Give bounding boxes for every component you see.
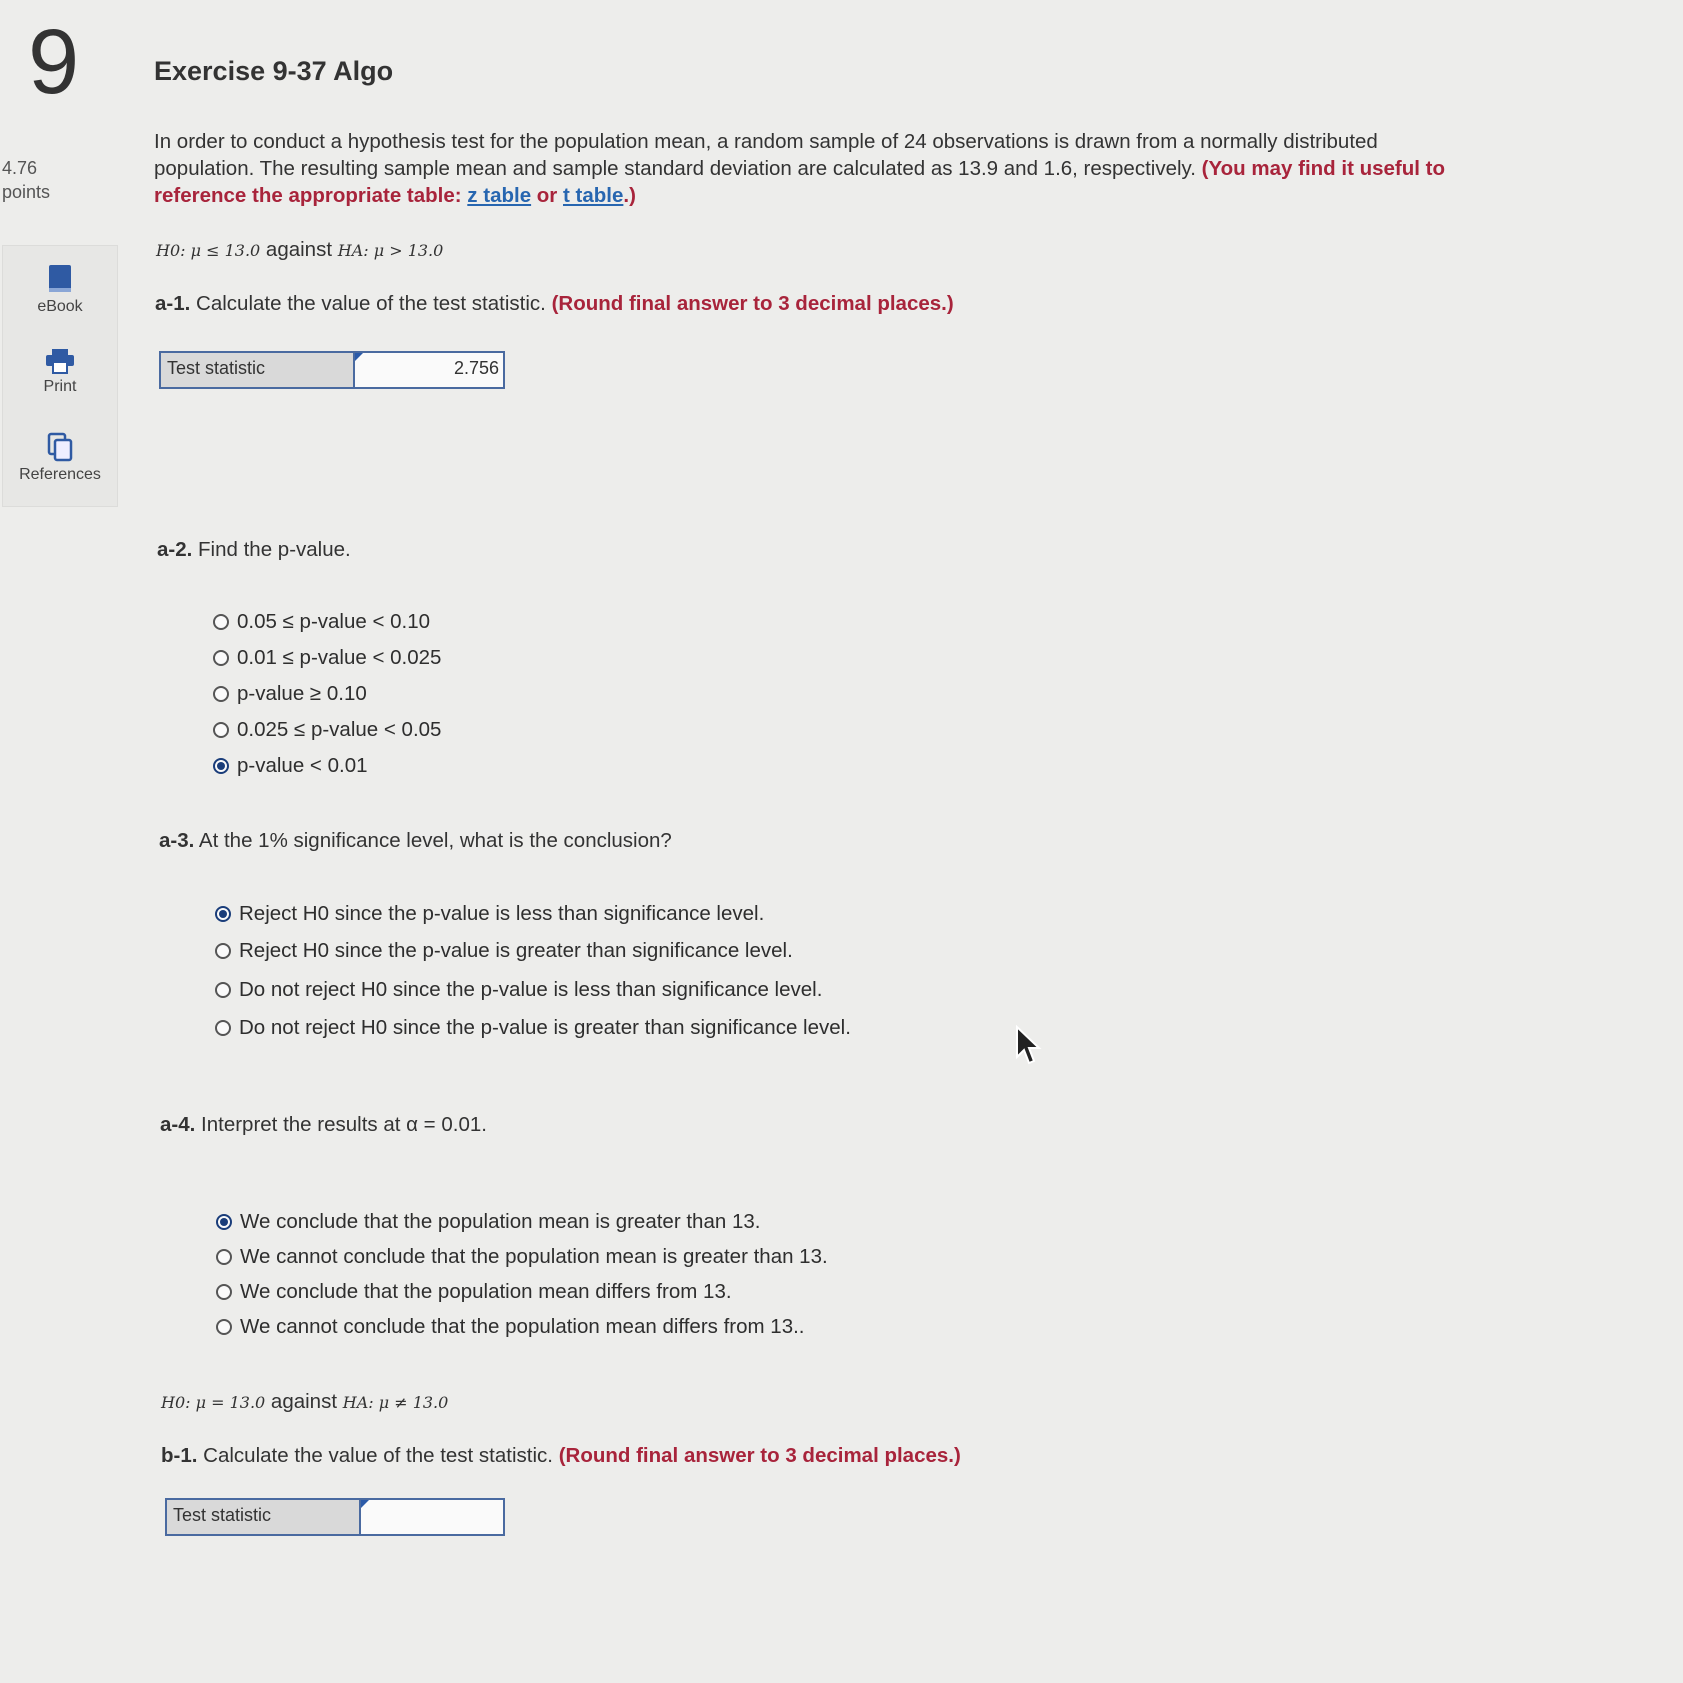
question-a4 bbox=[160, 1113, 487, 1137]
copy-icon bbox=[46, 432, 74, 462]
radio-button[interactable] bbox=[216, 1284, 232, 1300]
a1-answer-row bbox=[159, 351, 505, 389]
radio-button[interactable] bbox=[213, 650, 229, 666]
against-a: against bbox=[265, 238, 333, 261]
a1-test-statistic-input[interactable] bbox=[355, 353, 503, 387]
a3-label: a-3. bbox=[159, 829, 195, 852]
hint-or: or bbox=[531, 184, 563, 207]
radio-button[interactable] bbox=[213, 686, 229, 702]
h0-a: H0: μ ≤ 13.0 bbox=[156, 241, 261, 260]
hypothesis-b bbox=[161, 1390, 448, 1414]
a3-option[interactable] bbox=[215, 939, 793, 963]
question-number: 9 bbox=[28, 11, 80, 113]
hint-suffix: .) bbox=[623, 184, 636, 207]
b1-label: b-1. bbox=[161, 1444, 198, 1467]
a4-text: Interpret the results at α = 0.01. bbox=[201, 1113, 487, 1136]
a3-option-selected[interactable] bbox=[215, 902, 764, 926]
a4-option-selected[interactable] bbox=[216, 1210, 760, 1234]
input-flag-icon bbox=[361, 1500, 369, 1508]
a2-option[interactable] bbox=[213, 610, 430, 634]
question-b1 bbox=[161, 1444, 961, 1468]
a2-option[interactable] bbox=[213, 682, 367, 706]
a2-option-label: p-value ≥ 0.10 bbox=[237, 682, 367, 705]
a1-field-value: 2.756 bbox=[453, 358, 499, 378]
ebook-button[interactable] bbox=[3, 264, 117, 316]
a1-field-label: Test statistic bbox=[161, 353, 355, 387]
a4-option-label: We conclude that the population mean is greater than 13. bbox=[240, 1210, 761, 1233]
print-label: Print bbox=[43, 378, 77, 395]
a4-option[interactable] bbox=[216, 1245, 828, 1269]
a2-text: Find the p-value. bbox=[198, 538, 351, 561]
radio-button[interactable] bbox=[215, 943, 231, 959]
a1-label: a-1. bbox=[155, 292, 191, 315]
radio-button[interactable] bbox=[215, 982, 231, 998]
t-table-link[interactable]: t table bbox=[563, 184, 624, 207]
problem-intro bbox=[154, 128, 1454, 209]
radio-button[interactable] bbox=[216, 1319, 232, 1335]
a1-note: (Round final answer to 3 decimal places.) bbox=[551, 292, 954, 315]
radio-button-selected[interactable] bbox=[216, 1214, 232, 1230]
input-flag-icon bbox=[355, 353, 363, 361]
a2-option[interactable] bbox=[213, 646, 441, 670]
ebook-label: eBook bbox=[37, 298, 83, 315]
a4-option[interactable] bbox=[216, 1280, 732, 1304]
references-label: References bbox=[19, 466, 101, 483]
b1-test-statistic-input[interactable] bbox=[361, 1500, 503, 1534]
a4-label: a-4. bbox=[160, 1113, 196, 1136]
ha-a: HA: μ > 13.0 bbox=[337, 241, 444, 260]
mouse-cursor-icon bbox=[1015, 1025, 1045, 1067]
a2-option-label: p-value < 0.01 bbox=[237, 754, 368, 777]
a3-option-label: Reject H0 since the p-value is less than significance level. bbox=[239, 902, 765, 925]
a2-option-label: 0.025 ≤ p-value < 0.05 bbox=[237, 718, 442, 741]
points-label: points bbox=[2, 182, 51, 202]
b1-field-label: Test statistic bbox=[167, 1500, 361, 1534]
a2-option[interactable] bbox=[213, 718, 441, 742]
question-a1 bbox=[155, 292, 954, 316]
a2-option-label: 0.01 ≤ p-value < 0.025 bbox=[237, 646, 442, 669]
radio-button[interactable] bbox=[216, 1249, 232, 1265]
b1-note: (Round final answer to 3 decimal places.) bbox=[558, 1444, 961, 1467]
a3-option[interactable] bbox=[215, 1016, 851, 1040]
exercise-title: Exercise 9-37 Algo bbox=[154, 56, 394, 86]
a2-option-label: 0.05 ≤ p-value < 0.10 bbox=[237, 610, 431, 633]
h0-b: H0: μ = 13.0 bbox=[161, 1393, 266, 1412]
references-button[interactable] bbox=[3, 432, 117, 484]
book-icon bbox=[47, 264, 73, 294]
question-a3 bbox=[159, 829, 672, 853]
a3-option-label: Do not reject H0 since the p-value is less than significance level. bbox=[239, 978, 823, 1001]
ha-b: HA: μ ≠ 13.0 bbox=[342, 1393, 449, 1412]
tools-sidebar bbox=[2, 245, 118, 507]
against-b: against bbox=[270, 1390, 338, 1413]
radio-button[interactable] bbox=[213, 614, 229, 630]
question-a2 bbox=[157, 538, 351, 562]
b1-answer-row bbox=[165, 1498, 505, 1536]
a1-text: Calculate the value of the test statistic. bbox=[196, 292, 546, 315]
b1-text: Calculate the value of the test statistic. bbox=[203, 1444, 553, 1467]
points-display bbox=[2, 156, 50, 204]
a3-option-label: Reject H0 since the p-value is greater than significance level. bbox=[239, 939, 793, 962]
a4-option-label: We cannot conclude that the population mean differs from 13.. bbox=[240, 1315, 805, 1338]
z-table-link[interactable]: z table bbox=[467, 184, 532, 207]
a3-text: At the 1% significance level, what is the conclusion? bbox=[198, 829, 672, 852]
a4-option[interactable] bbox=[216, 1315, 804, 1339]
a4-option-label: We cannot conclude that the population mean is greater than 13. bbox=[240, 1245, 828, 1268]
a3-option[interactable] bbox=[215, 978, 822, 1002]
radio-button-selected[interactable] bbox=[215, 906, 231, 922]
hypothesis-a bbox=[156, 238, 443, 262]
printer-icon bbox=[45, 348, 75, 374]
points-value: 4.76 bbox=[2, 158, 38, 178]
hint-prefix: (You may find it useful to reference the appropriate table: bbox=[154, 157, 1446, 207]
radio-button-selected[interactable] bbox=[213, 758, 229, 774]
intro-text: In order to conduct a hypothesis test for the population mean, a random sample of 24 observations is drawn from a normally distributed population. The resulting sample mean and sample standard deviation are calculated as 13.9 and 1.6, respectively. bbox=[154, 130, 1378, 180]
a2-option-selected[interactable] bbox=[213, 754, 368, 778]
a4-option-label: We conclude that the population mean differs from 13. bbox=[240, 1280, 732, 1303]
a3-option-label: Do not reject H0 since the p-value is greater than significance level. bbox=[239, 1016, 851, 1039]
print-button[interactable] bbox=[3, 348, 117, 396]
radio-button[interactable] bbox=[215, 1020, 231, 1036]
a2-label: a-2. bbox=[157, 538, 193, 561]
radio-button[interactable] bbox=[213, 722, 229, 738]
